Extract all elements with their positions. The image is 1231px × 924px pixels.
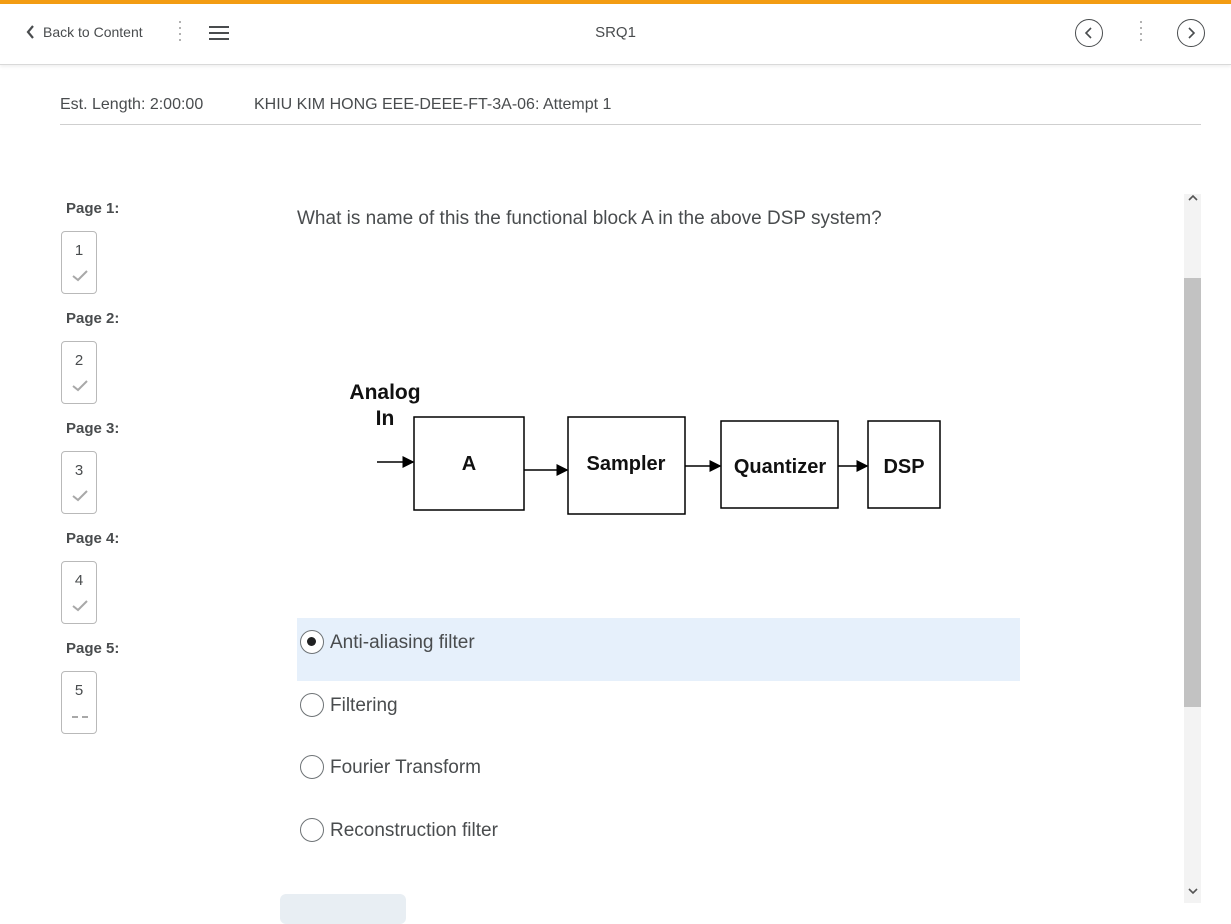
page-label: Page 3: — [66, 420, 120, 437]
option-filtering[interactable] — [297, 681, 1020, 744]
radio-selected-dot — [307, 637, 316, 646]
page-label: Page 2: — [66, 310, 120, 327]
scrollbar-thumb[interactable] — [1184, 278, 1201, 707]
page-number: 4 — [74, 572, 84, 589]
radio-button[interactable] — [300, 818, 324, 842]
unanswered-dash-icon — [72, 716, 88, 720]
page-group — [61, 420, 119, 530]
top-header — [0, 4, 1231, 65]
next-page-button[interactable] — [280, 894, 406, 924]
radio-button[interactable] — [300, 755, 324, 779]
answer-options — [297, 618, 1020, 868]
option-anti-aliasing-filter[interactable] — [297, 618, 1020, 681]
page-group — [61, 310, 119, 420]
page-4-button[interactable] — [61, 561, 97, 624]
dsp-block-diagram — [340, 372, 950, 522]
block-quantizer-label: Quantizer — [733, 456, 827, 478]
radio-button[interactable] — [300, 630, 324, 654]
chevron-left-icon — [1076, 20, 1102, 46]
page-group — [61, 640, 119, 750]
page-number: 2 — [74, 352, 84, 369]
check-icon — [72, 270, 88, 282]
chevron-right-icon — [1178, 20, 1204, 46]
page-group — [61, 530, 119, 640]
page-title: SRQ1 — [595, 24, 636, 41]
page-navigation — [61, 200, 119, 750]
back-label: Back to Content — [43, 24, 143, 40]
radio-button[interactable] — [300, 693, 324, 717]
page-1-button[interactable] — [61, 231, 97, 294]
block-sampler-label: Sampler — [586, 453, 666, 475]
check-icon — [72, 380, 88, 392]
option-label: Filtering — [330, 694, 398, 716]
page-5-button[interactable] — [61, 671, 97, 734]
option-fourier-transform[interactable] — [297, 743, 1020, 806]
check-icon — [72, 490, 88, 502]
next-button[interactable] — [1177, 19, 1205, 47]
page-label: Page 4: — [66, 530, 120, 547]
question-text: What is name of this the functional block A in the above DSP system? — [297, 208, 882, 229]
option-label: Anti-aliasing filter — [330, 632, 475, 653]
page-number: 5 — [74, 682, 84, 699]
page-2-button[interactable] — [61, 341, 97, 404]
block-dsp-label: DSP — [883, 456, 925, 478]
option-label: Fourier Transform — [330, 757, 481, 778]
page-number: 3 — [74, 462, 84, 479]
page-number: 1 — [74, 242, 84, 259]
previous-button[interactable] — [1075, 19, 1103, 47]
block-a-label: A — [461, 453, 477, 475]
option-label: Reconstruction filter — [330, 819, 498, 841]
estimated-length: Est. Length: 2:00:00 — [60, 96, 204, 113]
attempt-title: KHIU KIM HONG EEE-DEEE-FT-3A-06: Attempt 1 — [254, 96, 612, 113]
check-icon — [72, 600, 88, 612]
vertical-dots-separator — [1139, 21, 1143, 47]
scroll-down-arrow-icon[interactable] — [1184, 887, 1201, 898]
quiz-meta-bar — [60, 96, 1201, 125]
page-label: Page 5: — [66, 640, 120, 657]
page-group — [61, 200, 119, 310]
scroll-up-arrow-icon[interactable] — [1184, 194, 1201, 205]
option-reconstruction-filter[interactable] — [297, 806, 1020, 869]
analog-in-label: In — [375, 407, 395, 430]
analog-in-label: Analog — [349, 381, 421, 404]
page-label: Page 1: — [66, 200, 120, 217]
page-3-button[interactable] — [61, 451, 97, 514]
